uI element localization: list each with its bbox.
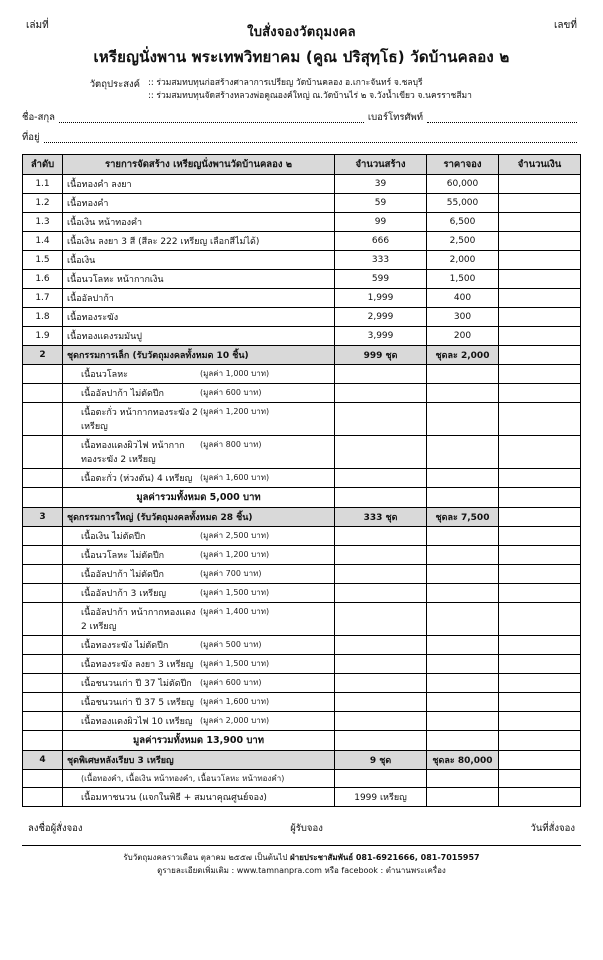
receipt-number-label: เลขที่ [554, 20, 577, 31]
row-amount[interactable] [499, 326, 581, 345]
row-qty: 99 [335, 212, 427, 231]
item-value: (มูลค่า 600 บาท) [200, 387, 262, 397]
footer-line-2[interactable]: ดูรายละเอียดเพิ่มเติม : www.tamnanpra.com หรือ facebook : ตำนานพระเครื่อง [157, 866, 446, 876]
purpose-line-1: :: ร่วมสมทบทุนก่อสร้างศาลาการเปรียญ วัดบ้านคลอง อ.เกาะจันทร์ จ.ชลบุรี [148, 78, 423, 88]
item-name: เนื้อชนวนเก่า ปี 37 5 เหรียญ [81, 697, 194, 708]
set-large-item-row [23, 692, 581, 711]
row-qty: 333 [335, 250, 427, 269]
set-large-item-row [23, 711, 581, 730]
phone-input[interactable] [427, 113, 577, 123]
name-input[interactable] [59, 113, 364, 123]
col-header-desc: รายการจัดสร้าง เหรียญนั่งพานวัดบ้านคลอง ๒ [63, 154, 335, 174]
set-large-qty: 333 ชุด [335, 507, 427, 526]
row-desc: เนื้อนวโลหะ หน้ากากเงิน [63, 269, 335, 288]
row-no: 1.8 [23, 307, 63, 326]
giveaway-desc: เนื้อมหาชนวน (แจกในพิธี + สมนาคุณศูนย์จอง) [63, 787, 335, 806]
row-price: 2,000 [427, 250, 499, 269]
title-block [22, 21, 581, 69]
row-desc: เนื้อทองคำ [63, 193, 335, 212]
item-value: (มูลค่า 1,000 บาท) [200, 368, 270, 378]
item-name: เนื้อทองระฆัง ลงยา 3 เหรียญ [81, 659, 194, 670]
footer-phone[interactable]: 081-6921666, 081-7015957 [355, 852, 480, 862]
table-row [23, 307, 581, 326]
row-qty: 2,999 [335, 307, 427, 326]
table-row [23, 288, 581, 307]
row-price: 1,500 [427, 269, 499, 288]
set-special-header-row [23, 750, 581, 769]
set-large-item-row [23, 526, 581, 545]
row-desc: เนื้อทองระฆัง [63, 307, 335, 326]
set-special-last-row [23, 787, 581, 806]
item-value: (มูลค่า 1,600 บาท) [200, 696, 270, 706]
giveaway-qty: 1999 เหรียญ [335, 787, 427, 806]
set-special-qty: 9 ชุด [335, 750, 427, 769]
item-value: (มูลค่า 600 บาท) [200, 677, 262, 687]
item-value: (มูลค่า 1,500 บาท) [200, 587, 270, 597]
row-amount[interactable] [499, 307, 581, 326]
row-qty: 1,999 [335, 288, 427, 307]
table-row [23, 193, 581, 212]
item-name: เนื้อทองแดงผิวไฟ หน้ากากทองระฆัง 2 เหรียญ [81, 440, 185, 465]
row-qty: 599 [335, 269, 427, 288]
form-subtitle: เหรียญนั่งพาน พระเทพวิทยาคม (คูณ ปริสุทฺโธ) วัดบ้านคลอง ๒ [93, 48, 510, 66]
row-no: 1.1 [23, 174, 63, 193]
table-row [23, 174, 581, 193]
item-name: เนื้อนวโลหะ [81, 369, 128, 380]
row-no: 1.6 [23, 269, 63, 288]
item-name: เนื้อชนวนเก่า ปี 37 ไม่ตัดปีก [81, 678, 192, 689]
row-amount[interactable] [499, 231, 581, 250]
set-special-desc: ชุดพิเศษหลังเรียบ 3 เหรียญ [63, 750, 335, 769]
row-amount[interactable] [499, 193, 581, 212]
row-desc: เนื้อทองคำ ลงยา [63, 174, 335, 193]
item-value: (มูลค่า 2,500 บาท) [200, 530, 270, 540]
row-no: 1.5 [23, 250, 63, 269]
item-name: เนื้อนวโลหะ ไม่ตัดปีก [81, 550, 165, 561]
set-special-no: 4 [23, 750, 63, 769]
set-large-desc: ชุดกรรมการใหญ่ (รับวัตถุมงคลทั้งหมด 28 ชิ้น) [63, 507, 335, 526]
set-large-item-row [23, 564, 581, 583]
item-name: เนื้ออัลปาก้า 3 เหรียญ [81, 588, 167, 599]
set-large-item-row [23, 545, 581, 564]
row-qty: 39 [335, 174, 427, 193]
row-price: 2,500 [427, 231, 499, 250]
row-price: 200 [427, 326, 499, 345]
item-value: (มูลค่า 1,400 บาท) [200, 606, 270, 616]
item-name: เนื้อทองแดงผิวไฟ 10 เหรียญ [81, 716, 193, 727]
set-special-amount[interactable] [499, 750, 581, 769]
item-value: (มูลค่า 500 บาท) [200, 639, 262, 649]
item-name: เนื้อทองระฆัง ไม่ตัดปีก [81, 640, 169, 651]
set-small-item-row [23, 364, 581, 383]
footer-delivery-note: รับวัตถุมงคลราวเดือน ตุลาคม ๒๕๕๗ เป็นต้นไป [123, 852, 288, 862]
row-amount[interactable] [499, 212, 581, 231]
set-small-price: ชุดละ 2,000 [427, 345, 499, 364]
buyer-signature-label[interactable]: ผู้รับจอง [290, 822, 323, 834]
set-large-total-row [23, 730, 581, 750]
address-input[interactable] [44, 133, 577, 143]
row-no: 1.3 [23, 212, 63, 231]
row-desc: เนื้อเงิน [63, 250, 335, 269]
set-large-header-row [23, 507, 581, 526]
set-large-price: ชุดละ 7,500 [427, 507, 499, 526]
set-small-qty: 999 ชุด [335, 345, 427, 364]
set-special-price: ชุดละ 80,000 [427, 750, 499, 769]
signature-row [22, 821, 581, 836]
row-no: 1.7 [23, 288, 63, 307]
table-row [23, 231, 581, 250]
row-price: 400 [427, 288, 499, 307]
row-desc: เนื้อทองแดงรมมันปู [63, 326, 335, 345]
set-special-sub-row [23, 769, 581, 787]
table-header-row [23, 154, 581, 174]
row-no: 1.4 [23, 231, 63, 250]
item-name: เนื้อตะกั่ว (ห่วงตัน) 4 เหรียญ [81, 473, 193, 484]
item-name: เนื้อเงิน ไม่ตัดปีก [81, 531, 146, 542]
set-small-header-row [23, 345, 581, 364]
order-date-label[interactable]: วันที่สั่งจอง [530, 822, 575, 834]
row-qty: 59 [335, 193, 427, 212]
row-amount[interactable] [499, 288, 581, 307]
purpose-label: วัตถุประสงค์ [89, 79, 140, 90]
set-large-total: มูลค่ารวมทั้งหมด 13,900 บาท [63, 730, 335, 750]
set-large-no: 3 [23, 507, 63, 526]
item-value: (มูลค่า 800 บาท) [200, 439, 262, 449]
item-value: (มูลค่า 1,600 บาท) [200, 472, 270, 482]
row-amount[interactable] [499, 174, 581, 193]
row-amount[interactable] [499, 269, 581, 288]
row-no: 1.9 [23, 326, 63, 345]
row-qty: 666 [335, 231, 427, 250]
phone-field-label: เบอร์โทรศัพท์ [367, 111, 423, 123]
col-header-qty: จำนวนสร้าง [335, 154, 427, 174]
form-title: ใบสั่งจองวัตถุมงคล [247, 25, 356, 40]
name-field-label: ชื่อ-สกุล [22, 111, 55, 123]
item-name: เนื้ออัลปาก้า หน้ากากทองแดง 2 เหรียญ [81, 607, 196, 632]
purpose-line-2: :: ร่วมสมทบทุนจัดสร้างหลวงพ่อคูณองค์ใหญ่ ณ.วัดบ้านไร่ ๒ จ.วังน้ำเขียว จ.นครราชสีมา [148, 90, 472, 101]
set-small-item-row [23, 383, 581, 402]
set-small-item-row [23, 468, 581, 487]
item-name: เนื้อตะกั่ว หน้ากากทองระฆัง 2 เหรียญ [81, 407, 198, 432]
set-small-amount[interactable] [499, 345, 581, 364]
col-header-price: ราคาจอง [427, 154, 499, 174]
row-desc: เนื้ออัลปาก้า [63, 288, 335, 307]
row-qty: 3,999 [335, 326, 427, 345]
col-header-no: ลำดับ [23, 154, 63, 174]
purpose-block [22, 77, 581, 103]
set-small-no: 2 [23, 345, 63, 364]
name-phone-row [22, 110, 581, 125]
table-row [23, 212, 581, 231]
item-value: (มูลค่า 1,200 บาท) [200, 549, 270, 559]
book-number-label: เล่มที่ [26, 20, 49, 31]
set-small-item-row [23, 435, 581, 468]
footer [22, 845, 581, 878]
item-value: (มูลค่า 1,500 บาท) [200, 658, 270, 668]
item-value: (มูลค่า 1,200 บาท) [200, 406, 270, 416]
table-row [23, 250, 581, 269]
address-field-label: ที่อยู่ [22, 131, 40, 143]
set-small-total-row [23, 487, 581, 507]
set-small-desc: ชุดกรรมการเล็ก (รับวัตถุมงคลทั้งหมด 10 ชิ้น) [63, 345, 335, 364]
set-small-item-row [23, 402, 581, 435]
row-desc: เนื้อเงิน หน้าทองคำ [63, 212, 335, 231]
row-price: 60,000 [427, 174, 499, 193]
order-table [22, 154, 581, 807]
set-large-item-row [23, 654, 581, 673]
set-small-total: มูลค่ารวมทั้งหมด 5,000 บาท [63, 487, 335, 507]
item-name: เนื้ออัลปาก้า ไม่ตัดปีก [81, 388, 164, 399]
table-row [23, 269, 581, 288]
row-amount[interactable] [499, 250, 581, 269]
item-value: (มูลค่า 2,000 บาท) [200, 715, 270, 725]
set-large-item-row [23, 673, 581, 692]
row-desc: เนื้อเงิน ลงยา 3 สี (สีละ 222 เหรียญ เลือกสีไม่ได้) [63, 231, 335, 250]
col-header-amount: จำนวนเงิน [499, 154, 581, 174]
set-special-sub-desc: (เนื้อทองคำ, เนื้อเงิน หน้าทองคำ, เนื้อนวโลหะ หน้าทองคำ) [63, 769, 335, 787]
set-large-amount[interactable] [499, 507, 581, 526]
seller-signature-label[interactable]: ลงชื่อผู้สั่งจอง [28, 822, 83, 834]
row-price: 6,500 [427, 212, 499, 231]
set-large-item-row [23, 602, 581, 635]
footer-line-1 [22, 851, 581, 865]
set-large-item-row [23, 583, 581, 602]
footer-department: ฝ่ายประชาสัมพันธ์ [290, 852, 354, 862]
address-row [22, 130, 581, 145]
row-price: 300 [427, 307, 499, 326]
row-no: 1.2 [23, 193, 63, 212]
row-price: 55,000 [427, 193, 499, 212]
set-large-item-row [23, 635, 581, 654]
item-name: เนื้ออัลปาก้า ไม่ตัดปีก [81, 569, 164, 580]
table-row [23, 326, 581, 345]
item-value: (มูลค่า 700 บาท) [200, 568, 262, 578]
